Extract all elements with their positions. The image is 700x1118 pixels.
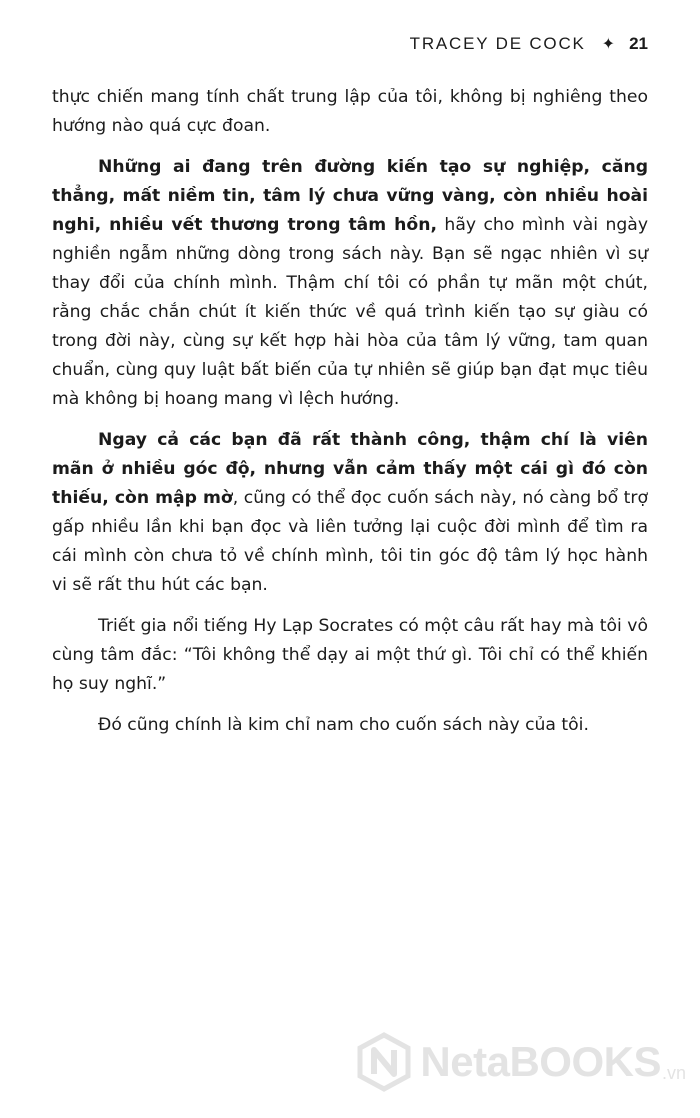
four-point-star-icon: ✦ <box>601 36 616 53</box>
paragraph-5 <box>52 711 648 740</box>
paragraph-text: , cũng có thể đọc cuốn sách này, nó càng bổ trợ gấp nhiều lần khi bạn đọc và liên tưởng lại cuộc đời mình để tìm ra cái mình còn chưa tỏ về chính mình, tôi tin góc độ tâm lý học hành vi sẽ rất thu hút các bạn. <box>52 488 648 595</box>
paragraph-text: Triết gia nổi tiếng Hy Lạp Socrates có một câu rất hay mà tôi vô cùng tâm đắc: “Tôi không thể dạy ai một thứ gì. Tôi chỉ có thể khiến họ suy nghĩ.” <box>52 616 648 694</box>
page-number: 21 <box>629 34 648 53</box>
running-header <box>410 34 648 54</box>
paragraph-3 <box>52 426 648 600</box>
paragraph-2 <box>52 153 648 414</box>
paragraph-1 <box>52 83 648 141</box>
watermark-name: NetaBOOKS <box>420 1038 661 1085</box>
author-name: TRACEY DE COCK <box>409 34 586 53</box>
paragraph-4 <box>52 612 648 699</box>
hexagon-n-logo-icon <box>356 1032 412 1092</box>
netabooks-watermark <box>356 1032 686 1092</box>
watermark-suffix: .vn <box>661 1063 686 1083</box>
page-body <box>52 83 648 752</box>
paragraph-bold-lead: Những ai đang trên đường kiến tạo sự nghiệp, căng thẳng, mất niềm tin, tâm lý chưa vững vàng, còn nhiều hoài nghi, nhiều vết thương trong tâm hồn, <box>52 157 648 235</box>
paragraph-bold-lead: Ngay cả các bạn đã rất thành công, thậm chí là viên mãn ở nhiều góc độ, nhưng vẫn cảm thấy một cái gì đó còn thiếu, còn mập mờ <box>52 430 648 508</box>
paragraph-text: hãy cho mình vài ngày nghiền ngẫm những dòng trong sách này. Bạn sẽ ngạc nhiên vì sự thay đổi của chính mình. Thậm chí tôi có phần tự mãn một chút, rằng chắc chắn chút ít kiến thức về quá trình kiến tạo sự giàu có trong đời này, cùng sự kết hợp hài hòa của tâm lý vững, tam quan chuẩn, cùng quy luật bất biến của tự nhiên sẽ giúp bạn đạt mục tiêu mà không bị hoang mang vì lệch hướng. <box>52 215 648 409</box>
paragraph-text: thực chiến mang tính chất trung lập của tôi, không bị nghiêng theo hướng nào quá cực đoan. <box>52 87 648 136</box>
paragraph-text: Đó cũng chính là kim chỉ nam cho cuốn sách này của tôi. <box>98 715 589 735</box>
